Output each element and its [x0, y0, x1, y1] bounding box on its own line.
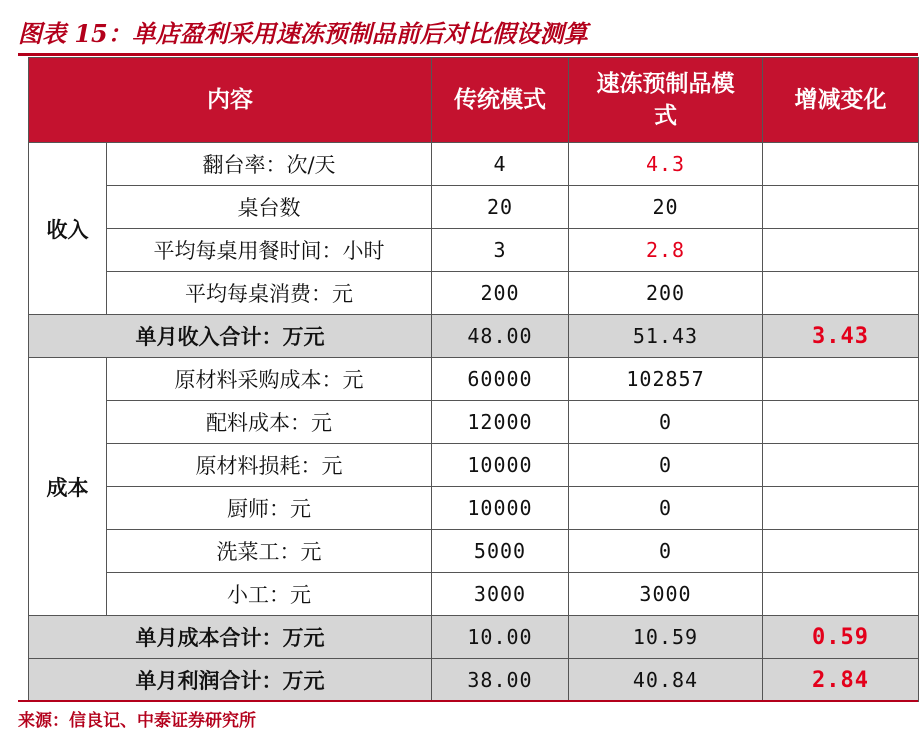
row-frozen: 20	[569, 186, 763, 229]
row-frozen: 4.3	[569, 143, 763, 186]
row-change: 2.84	[763, 659, 919, 702]
comparison-table	[28, 57, 919, 702]
row-frozen: 0	[569, 530, 763, 573]
row-traditional: 200	[432, 272, 569, 315]
header-traditional: 传统模式	[432, 58, 569, 143]
row-frozen: 51.43	[569, 315, 763, 358]
table-row	[29, 186, 919, 229]
row-change	[763, 143, 919, 186]
row-item: 单月利润合计：万元	[29, 659, 432, 702]
row-item: 平均每桌用餐时间：小时	[107, 229, 432, 272]
row-change	[763, 530, 919, 573]
header-content: 内容	[29, 58, 432, 143]
row-item: 单月成本合计：万元	[29, 616, 432, 659]
table-row	[29, 573, 919, 616]
table-row	[29, 487, 919, 530]
row-traditional: 12000	[432, 401, 569, 444]
row-traditional: 4	[432, 143, 569, 186]
row-traditional: 48.00	[432, 315, 569, 358]
row-change: 0.59	[763, 616, 919, 659]
row-traditional: 60000	[432, 358, 569, 401]
row-item: 平均每桌消费：元	[107, 272, 432, 315]
row-item: 桌台数	[107, 186, 432, 229]
row-item: 配料成本：元	[107, 401, 432, 444]
row-traditional: 3	[432, 229, 569, 272]
row-item: 原材料采购成本：元	[107, 358, 432, 401]
row-change	[763, 272, 919, 315]
row-frozen: 0	[569, 487, 763, 530]
revenue-total-row	[29, 315, 919, 358]
row-item: 原材料损耗：元	[107, 444, 432, 487]
row-traditional: 20	[432, 186, 569, 229]
row-frozen: 10.59	[569, 616, 763, 659]
row-change	[763, 186, 919, 229]
row-frozen: 40.84	[569, 659, 763, 702]
row-frozen: 200	[569, 272, 763, 315]
figure-title: 图表 15：单店盈利采用速冻预制品前后对比假设测算	[18, 19, 588, 48]
row-item: 洗菜工：元	[107, 530, 432, 573]
row-change	[763, 573, 919, 616]
table-row	[29, 530, 919, 573]
row-frozen: 0	[569, 401, 763, 444]
cost-total-row	[29, 616, 919, 659]
row-item: 厨师：元	[107, 487, 432, 530]
table-row	[29, 272, 919, 315]
row-traditional: 5000	[432, 530, 569, 573]
row-item: 单月收入合计：万元	[29, 315, 432, 358]
row-change	[763, 229, 919, 272]
row-item: 小工：元	[107, 573, 432, 616]
header-change: 增减变化	[763, 58, 919, 143]
table-row	[29, 229, 919, 272]
table-row	[29, 401, 919, 444]
row-frozen: 3000	[569, 573, 763, 616]
table-row	[29, 358, 919, 401]
row-traditional: 10000	[432, 444, 569, 487]
source-note: 来源：信良记、中泰证券研究所	[18, 711, 256, 731]
row-traditional: 10000	[432, 487, 569, 530]
row-frozen: 2.8	[569, 229, 763, 272]
row-frozen: 0	[569, 444, 763, 487]
row-item: 翻台率：次/天	[107, 143, 432, 186]
row-traditional: 38.00	[432, 659, 569, 702]
row-traditional: 10.00	[432, 616, 569, 659]
row-frozen: 102857	[569, 358, 763, 401]
row-change	[763, 487, 919, 530]
table-row	[29, 143, 919, 186]
row-change	[763, 444, 919, 487]
bottom-divider	[18, 700, 918, 702]
row-change: 3.43	[763, 315, 919, 358]
category-cost: 成本	[29, 358, 107, 616]
table-row	[29, 444, 919, 487]
profit-total-row	[29, 659, 919, 702]
table-header-row	[29, 58, 919, 143]
category-revenue: 收入	[29, 143, 107, 315]
header-frozen: 速冻预制品模式	[569, 58, 763, 143]
row-change	[763, 358, 919, 401]
title-divider	[18, 53, 918, 56]
row-traditional: 3000	[432, 573, 569, 616]
row-change	[763, 401, 919, 444]
